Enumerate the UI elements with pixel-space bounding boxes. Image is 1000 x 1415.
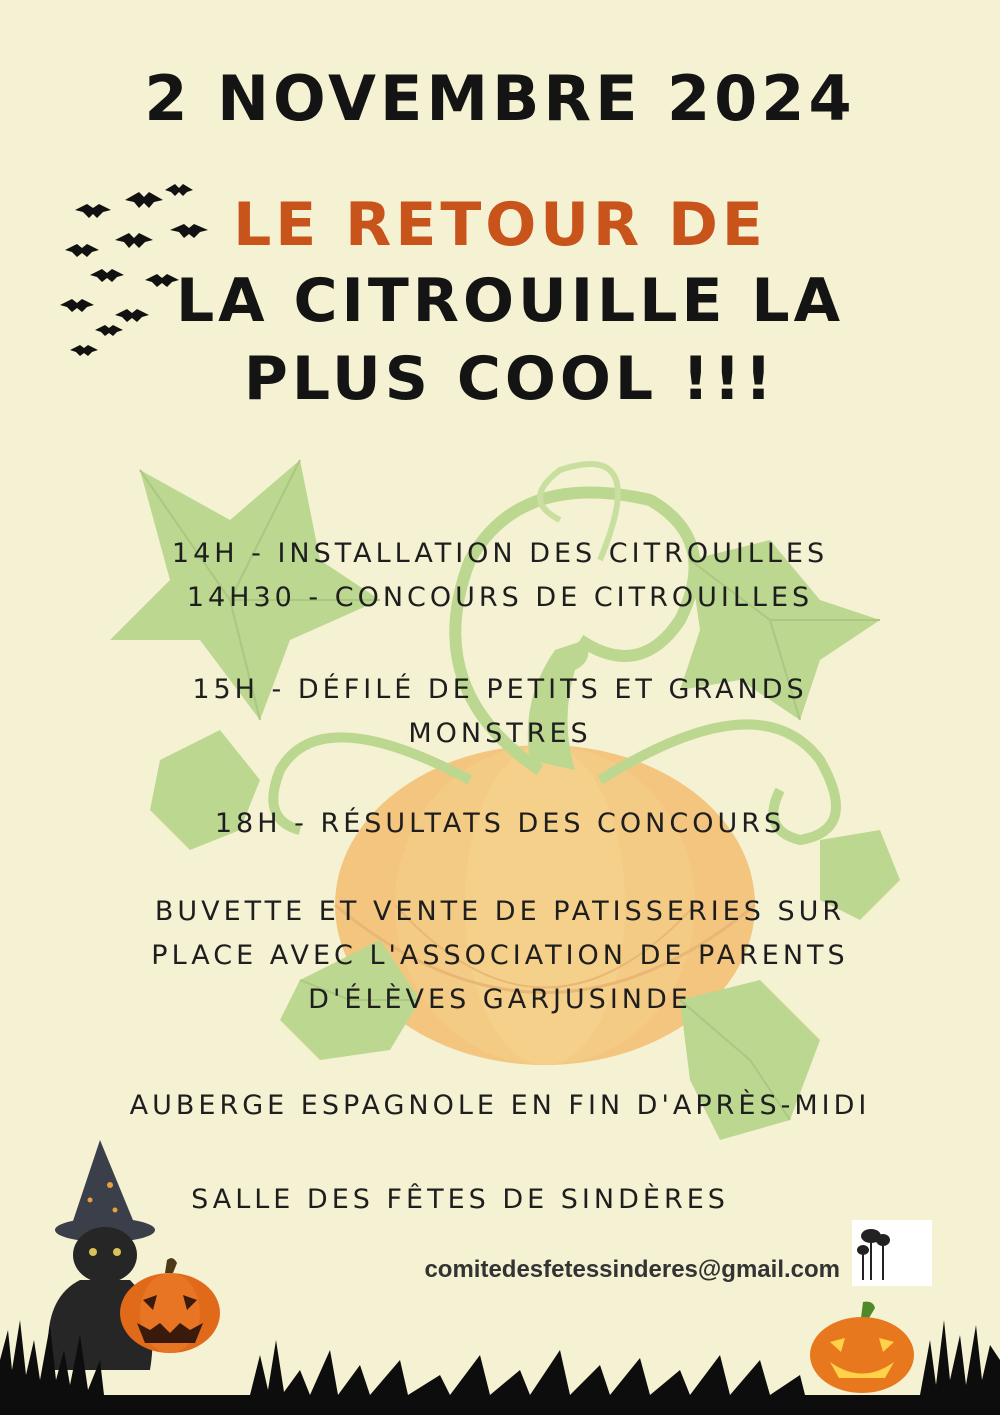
title-lines <box>170 262 850 418</box>
contact-email[interactable]: comitedesfetessinderes@gmail.com <box>424 1256 840 1283</box>
program-item-installation: 14H - INSTALLATION DES CITROUILLES <box>171 538 829 569</box>
info-auberge: AUBERGE ESPAGNOLE EN FIN D'APRÈS-MIDI <box>129 1090 871 1121</box>
grass-silhouette <box>0 1300 1000 1415</box>
title-line-3: PLUS COOL !!! <box>243 344 777 414</box>
event-date: 2 NOVEMBRE 2024 <box>144 62 856 135</box>
info-buvette-line-3: D'ÉLÈVES GARJUSINDE <box>308 984 692 1015</box>
tree-logo-icon <box>852 1220 932 1286</box>
program-item-resultats: 18H - RÉSULTATS DES CONCOURS <box>214 808 786 839</box>
program-item-defile: 15H - DÉFILÉ DE PETITS ET GRANDS <box>192 674 808 705</box>
info-buvette-line-2: PLACE AVEC L'ASSOCIATION DE PARENTS <box>151 940 849 971</box>
title-line-2: LA CITROUILLE LA <box>175 266 845 336</box>
title-line-1: LE RETOUR DE <box>233 190 767 260</box>
program-item-concours: 14H30 - CONCOURS DE CITROUILLES <box>186 582 814 613</box>
program-item-defile-cont: MONSTRES <box>408 718 592 749</box>
info-buvette-line-1: BUVETTE ET VENTE DE PATISSERIES SUR <box>154 896 846 927</box>
event-location: SALLE DES FÊTES DE SINDÈRES <box>191 1184 729 1215</box>
